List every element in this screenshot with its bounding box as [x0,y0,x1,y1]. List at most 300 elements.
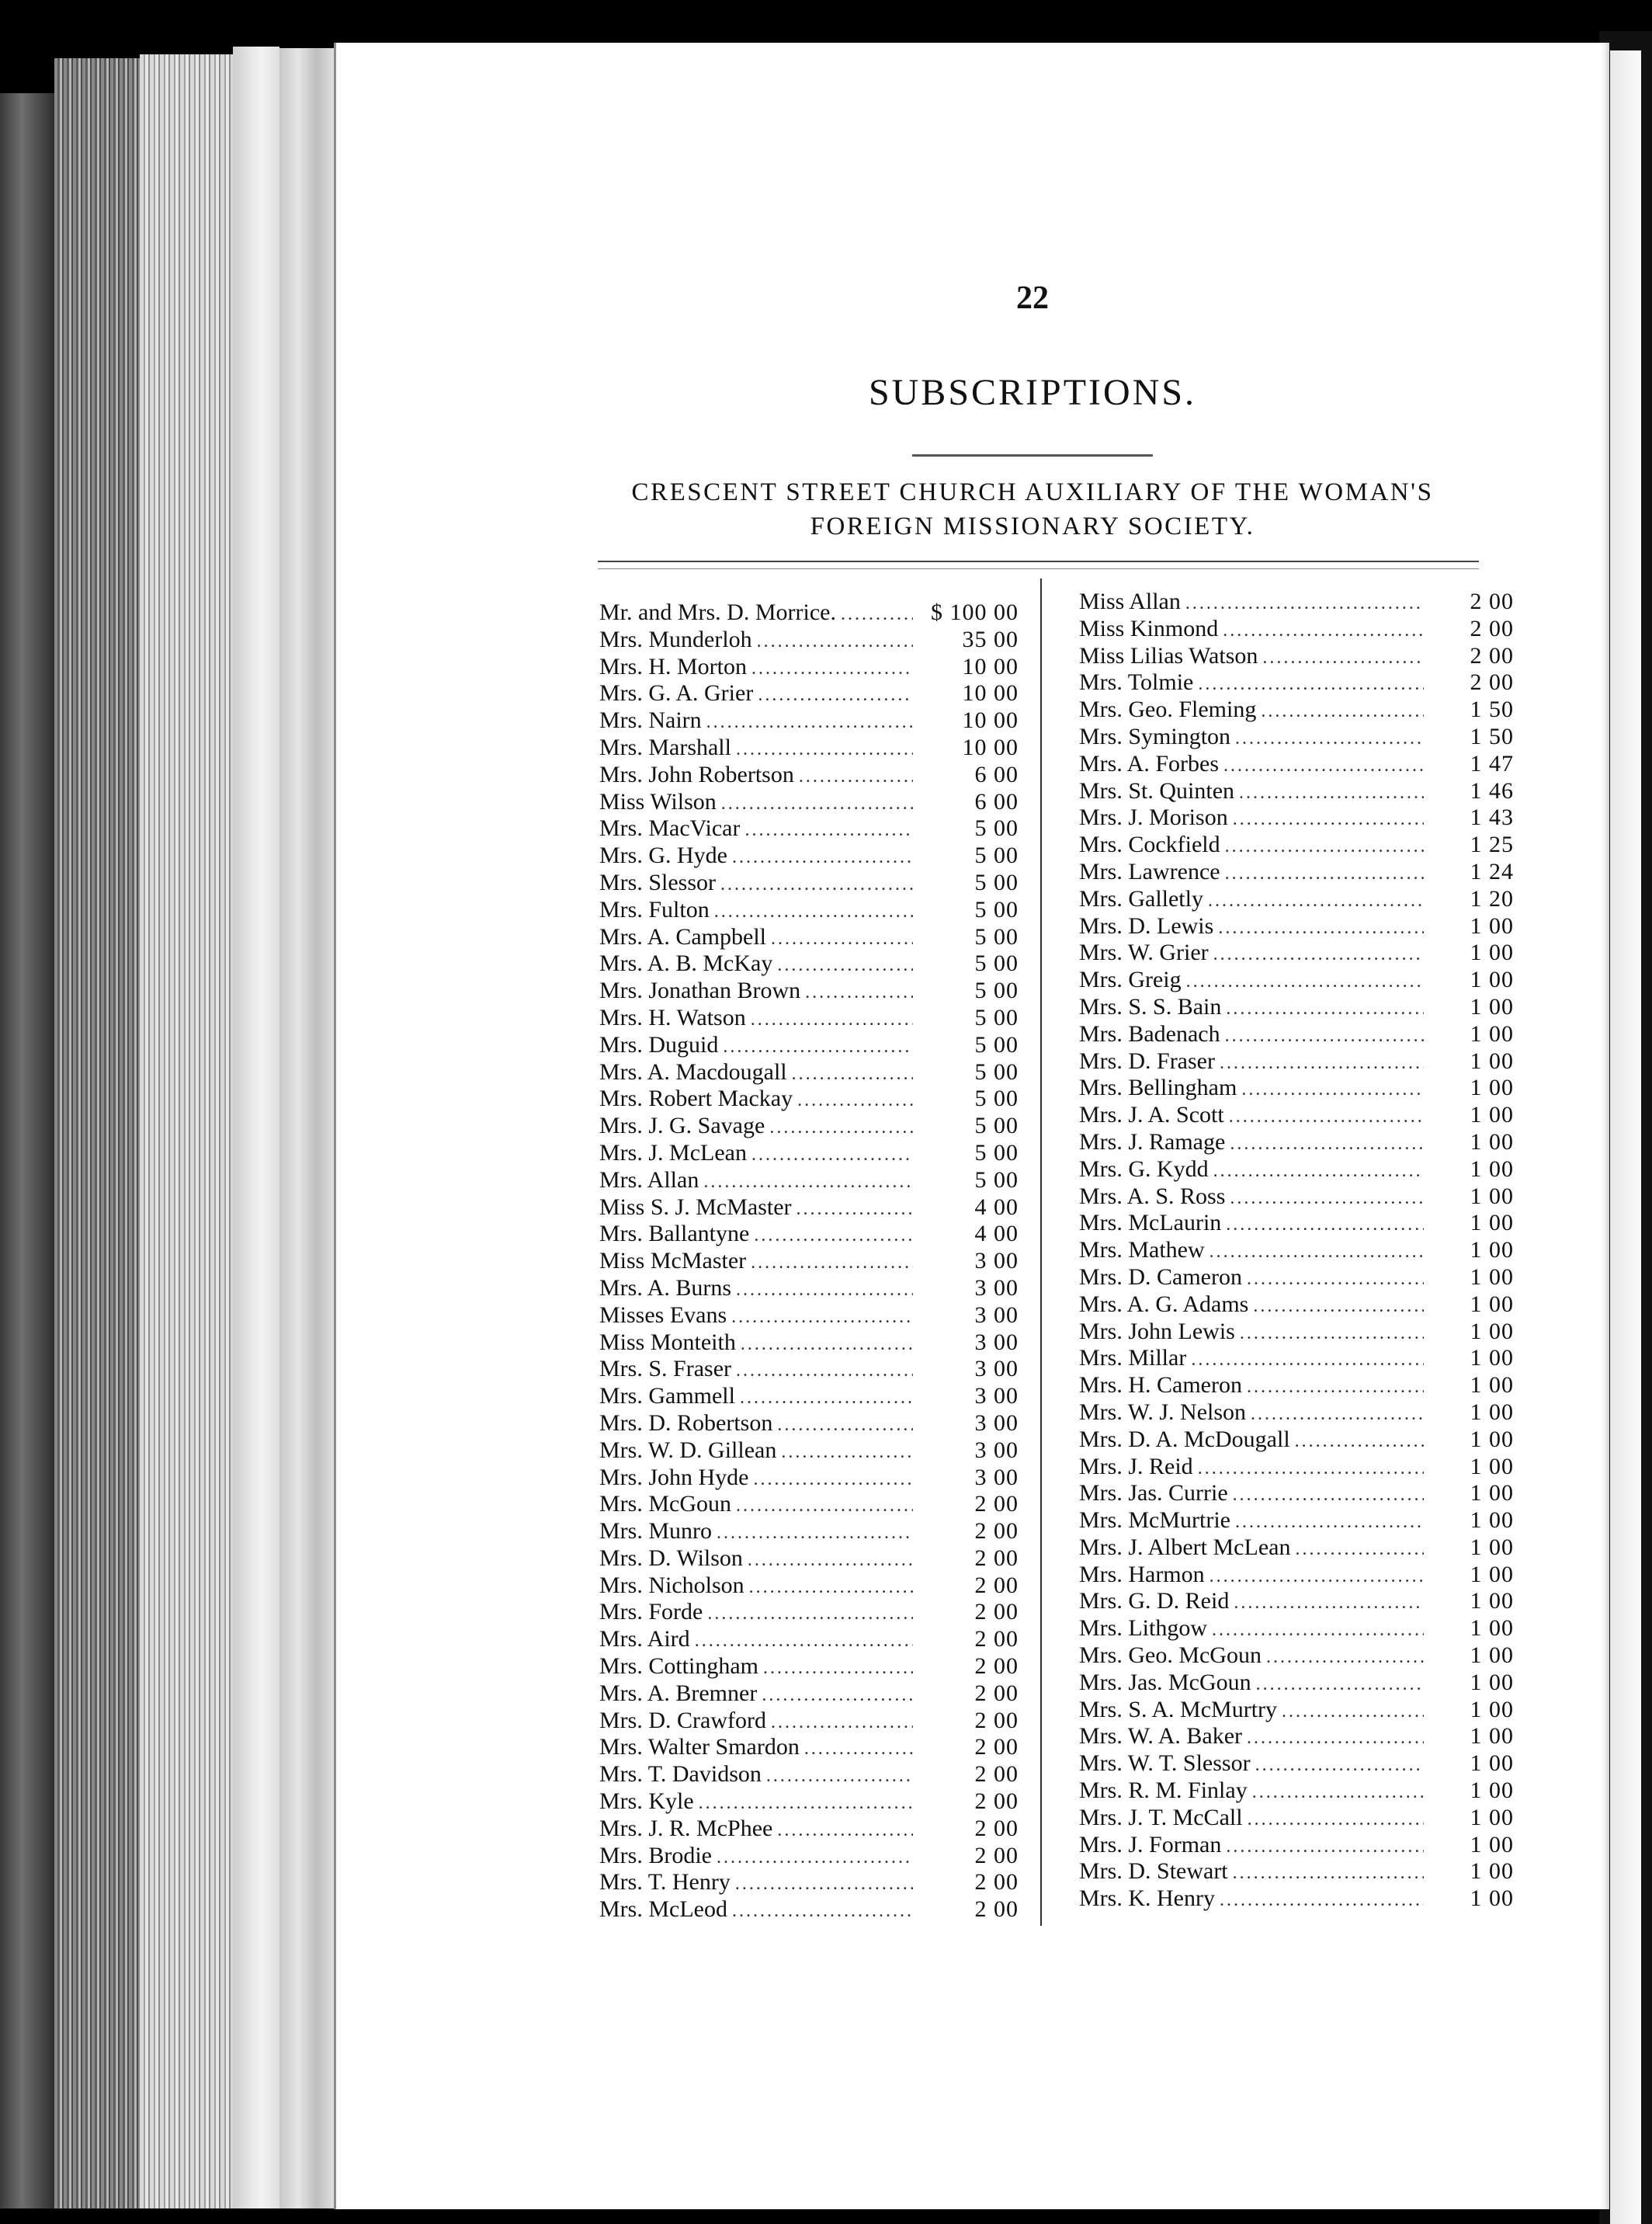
dot-leader [1262,645,1424,672]
subscriber-name: Mrs. D. Fraser [1079,1048,1215,1074]
subscriber-row [1079,1264,1514,1291]
subscription-amount: 5 00 [974,1113,1019,1139]
subscriber-name: Mr. and Mrs. D. Morrice. [599,599,836,625]
subscriber-row [1079,1723,1514,1750]
dot-leader [732,1898,913,1925]
subscription-amount: 2 00 [974,1734,1019,1760]
dot-leader [723,1034,913,1061]
subscriber-name: Mrs. Greig [1079,967,1182,993]
dot-leader [1230,1131,1424,1158]
subscription-amount: 2 00 [974,1707,1019,1733]
subscriber-row [1079,1697,1514,1724]
subscriber-name: Mrs. Brodie [599,1842,712,1868]
subscriber-row [599,627,1019,654]
subscription-amount: 4 00 [974,1221,1019,1247]
subscriber-name: Mrs. John Hyde [599,1464,749,1490]
subscriber-row [1079,1048,1514,1076]
subscription-amount: 1 00 [1470,1777,1514,1804]
subscriber-name: Miss Monteith [599,1329,736,1355]
subscriber-name: Mrs. G. D. Reid [1079,1588,1230,1614]
subscriber-name: Misses Evans [599,1301,727,1328]
subscriber-row [599,1086,1019,1113]
left-subscriber-list [599,599,1019,1923]
subscriber-row [1079,751,1514,778]
subscriber-name: Mrs. Jonathan Brown [599,978,801,1004]
subscriber-row [599,1410,1019,1437]
dot-leader [841,601,913,628]
subscriber-name: Mrs. D. Crawford [599,1707,766,1733]
heading-rule [912,454,1153,457]
subscriber-row [599,707,1019,735]
subscriber-name: Mrs. R. M. Finlay [1079,1777,1248,1804]
dot-leader [699,1790,913,1817]
dot-leader [736,1277,913,1304]
subscriber-name: Mrs. J. R. McPhee [599,1815,773,1841]
subscriber-name: Mrs. Marshall [599,734,731,760]
subscription-amount: 1 00 [1470,1155,1514,1182]
subscription-amount: 2 00 [974,1842,1019,1868]
subscription-amount: 3 00 [974,1409,1019,1436]
subscriber-row [1079,804,1514,832]
dot-leader [754,1466,914,1493]
subscription-amount: 4 00 [974,1194,1019,1220]
dot-leader [731,1304,913,1331]
subscription-amount: 1 00 [1470,1102,1514,1128]
subscriber-row [599,1869,1019,1896]
dot-leader [796,1196,913,1223]
subscription-amount: 3 00 [974,1248,1019,1274]
page-heading: SUBSCRIPTIONS. [868,372,1197,413]
dot-leader [763,1655,913,1682]
subscriber-name: Mrs. McGoun [599,1491,731,1517]
dot-leader [751,1006,913,1034]
dot-leader [751,1249,913,1277]
subscriber-name: Mrs. D. A. McDougall [1079,1426,1290,1452]
subscriber-row [599,1005,1019,1032]
subscriber-row [1079,669,1514,697]
subscription-amount: 10 00 [962,653,1019,679]
subscriber-row [1079,1129,1514,1156]
subscriber-row [599,1194,1019,1221]
subscriber-name: Mrs. Nairn [599,707,702,734]
dot-leader [771,926,913,953]
subscriber-name: Mrs. Duguid [599,1031,719,1058]
subscriber-name: Mrs. A. Forbes [1079,750,1220,777]
dot-leader [703,1169,913,1196]
subscriber-name: Mrs. Jas. McGoun [1079,1669,1251,1695]
subscription-amount: 1 00 [1470,1263,1514,1290]
subscriber-name: Mrs. Munro [599,1518,713,1545]
subscriber-row [599,1356,1019,1383]
subscriber-row [599,1465,1019,1492]
dot-leader [1256,1671,1424,1698]
subscriber-row [599,950,1019,978]
dot-leader [732,844,913,871]
subscription-amount: 5 00 [974,869,1019,895]
subscription-amount: 1 00 [1470,1588,1514,1614]
subscription-amount: 1 00 [1470,1858,1514,1885]
subscriber-row [599,1248,1019,1275]
dot-leader [1234,1590,1424,1617]
dot-leader [1233,806,1424,833]
subscriber-name: Mrs. A. Macdougall [599,1058,787,1085]
subscription-amount: 1 00 [1470,1507,1514,1534]
subscriber-row [599,1518,1019,1545]
subscription-amount: 1 00 [1470,940,1514,966]
subscriber-name: Mrs. S. Fraser [599,1356,731,1382]
subscriber-name: Mrs. J. Albert McLean [1079,1534,1291,1560]
dot-leader [1210,1239,1424,1266]
dot-leader [805,979,913,1006]
subscriber-name: Mrs. A. Burns [599,1274,732,1301]
subscription-amount: 1 00 [1470,1696,1514,1722]
society-title-line-1: CRESCENT STREET CHURCH AUXILIARY OF THE WOMAN'S [631,478,1434,506]
subscriber-row [1079,913,1514,940]
dot-leader [1252,1779,1424,1806]
dot-leader [736,1357,913,1385]
subscriber-name: Mrs. J. T. McCall [1079,1804,1243,1830]
subscriber-name: Mrs. MacVicar [599,815,741,842]
subscriber-row [599,1653,1019,1680]
subscriber-row [1079,724,1514,751]
society-title-line-2: FOREIGN MISSIONARY SOCIETY. [810,513,1255,540]
subscription-amount: 1 46 [1470,777,1514,804]
subscriber-row [1079,1858,1514,1885]
subscriber-row [1079,1777,1514,1805]
dot-leader [1220,1887,1424,1914]
subscription-amount: 2 00 [974,1518,1019,1545]
subscriber-name: Mrs. A. S. Ross [1079,1183,1226,1209]
subscriber-name: Mrs. D. Lewis [1079,912,1214,939]
dot-leader [720,871,913,898]
subscriber-name: Mrs. Jas. Currie [1079,1480,1228,1506]
subscriber-name: Mrs. Lawrence [1079,858,1220,884]
subscriber-row [599,1221,1019,1248]
subscription-amount: 2 00 [974,1653,1019,1680]
dot-leader [777,952,913,979]
subscriber-row [1079,1885,1514,1913]
subscriber-name: Mrs. G. A. Grier [599,680,754,707]
dot-leader [1212,1617,1424,1644]
dot-leader [1208,888,1424,915]
subscriber-row [1079,697,1514,724]
dot-leader [758,682,913,709]
subscription-amount: 1 00 [1470,967,1514,993]
dot-leader [1225,833,1424,860]
subscriber-name: Mrs. Badenach [1079,1020,1220,1047]
subscriber-row [599,1329,1019,1357]
column-divider [1040,579,1042,1926]
dot-leader [769,1114,913,1142]
dot-leader [1282,1698,1424,1725]
dot-leader [707,1600,913,1628]
dot-leader [754,1222,913,1249]
subscriber-row [1079,1156,1514,1183]
subscriber-name: Mrs. Cockfield [1079,832,1220,858]
subscriber-name: Mrs. Millar [1079,1345,1187,1371]
dot-leader [1225,1023,1424,1050]
subscriber-name: Mrs. Cottingham [599,1653,759,1680]
subscriber-name: Mrs. Mathew [1079,1237,1205,1263]
subscription-amount: 1 00 [1470,1453,1514,1479]
subscription-amount: 3 00 [974,1301,1019,1328]
subscription-amount: 5 00 [974,950,1019,977]
subscriber-row [1079,1480,1514,1507]
subscription-amount: 6 00 [974,761,1019,787]
subscriber-name: Mrs. Symington [1079,723,1231,749]
subscriber-name: Mrs. S. A. McMurtry [1079,1696,1278,1722]
subscriber-name: Mrs. D. Cameron [1079,1263,1242,1290]
subscriber-row [1079,1454,1514,1481]
subscription-amount: 5 00 [974,815,1019,842]
subscription-amount: 1 00 [1470,1831,1514,1857]
subscriber-name: Mrs. J. Reid [1079,1453,1193,1479]
subscriber-name: Miss S. J. McMaster [599,1194,792,1220]
dot-leader [777,1412,913,1439]
dot-leader [695,1628,913,1655]
subscriber-row [1079,1291,1514,1319]
subscriber-name: Mrs. John Lewis [1079,1318,1235,1344]
subscriber-name: Mrs. T. Henry [599,1869,731,1896]
dot-leader [748,1547,913,1574]
subscriber-name: Mrs. Geo. Fleming [1079,697,1257,723]
dot-leader [792,1061,913,1088]
subscriber-name: Mrs. H. Cameron [1079,1372,1242,1399]
subscription-amount: 2 00 [974,1626,1019,1652]
subscriber-row [599,1572,1019,1600]
subscription-amount: 3 00 [974,1464,1019,1490]
dot-leader [1218,915,1424,942]
dot-leader [797,1087,913,1114]
subscription-amount: 1 00 [1470,1183,1514,1209]
subscriber-name: Mrs. D. Stewart [1079,1858,1228,1885]
dot-leader [799,763,913,791]
subscriber-row [1079,994,1514,1021]
subscriber-row [1079,1399,1514,1426]
subscription-amount: 3 00 [974,1329,1019,1355]
dot-leader [1261,698,1424,725]
book-cover-edge [0,93,54,2208]
dot-leader [1213,1158,1424,1185]
subscription-amount: 5 00 [974,1086,1019,1112]
subscriber-name: Mrs. Nicholson [599,1572,744,1598]
subscription-amount: 1 00 [1470,1399,1514,1425]
dot-leader [777,1817,913,1844]
subscription-amount: 5 00 [974,1004,1019,1030]
subscription-amount: 2 00 [974,1599,1019,1625]
subscription-amount: 5 00 [974,978,1019,1004]
dot-leader [1255,1752,1424,1779]
subscriber-row [1079,1805,1514,1832]
subscription-amount: 1 50 [1470,697,1514,723]
dot-leader [1198,1455,1424,1482]
dot-leader [714,898,913,926]
subscriber-row [1079,1075,1514,1102]
dot-leader [1223,617,1424,645]
subscriber-row [599,843,1019,870]
subscriber-name: Mrs. Allan [599,1166,699,1193]
society-title [574,475,1491,544]
subscriber-name: Mrs. Kyle [599,1788,694,1815]
subscriber-name: Mrs. Forde [599,1599,703,1625]
subscriber-row [1079,940,1514,967]
dot-leader [781,1439,913,1466]
subscriber-row [599,1896,1019,1923]
subscription-amount: 5 00 [974,896,1019,923]
subscriber-row [599,1816,1019,1843]
subscriber-row [599,1734,1019,1761]
dot-leader [1241,1076,1424,1103]
dot-leader [706,709,913,736]
subscriber-row [599,1167,1019,1194]
subscription-amount: $ 100 00 [931,599,1019,625]
dot-leader [1226,1833,1424,1861]
subscription-amount: 1 00 [1470,1291,1514,1317]
subscriber-row [1079,616,1514,643]
subscriber-name: Mrs. Harmon [1079,1561,1205,1587]
subscriber-name: Miss Lilias Watson [1079,642,1258,669]
subscription-amount: 1 00 [1470,1345,1514,1371]
subscription-amount: 1 00 [1470,1128,1514,1155]
table-top-rule [598,568,1479,569]
subscriber-row [599,599,1019,627]
subscription-amount: 1 24 [1470,858,1514,884]
subscription-amount: 1 00 [1470,912,1514,939]
subscription-amount: 1 00 [1470,1372,1514,1399]
dot-leader [744,817,913,844]
subscriber-name: Mrs. W. Grier [1079,940,1209,966]
subscriber-name: Mrs. A. G. Adams [1079,1291,1249,1317]
page-stack-edge [233,47,279,2208]
subscription-amount: 1 00 [1470,993,1514,1020]
dot-leader [1210,1563,1424,1590]
subscription-amount: 1 00 [1470,1561,1514,1587]
dot-leader [1185,590,1424,617]
subscriber-name: Mrs. J. A. Scott [1079,1102,1224,1128]
subscription-amount: 1 00 [1470,1534,1514,1560]
subscriber-name: Mrs. J. Ramage [1079,1128,1226,1155]
subscriber-name: Mrs. H. Watson [599,1004,746,1030]
dot-leader [1226,1211,1424,1239]
dot-leader [740,1385,913,1412]
subscription-amount: 5 00 [974,1166,1019,1193]
subscriber-name: Mrs. Aird [599,1626,690,1652]
subscriber-row [599,735,1019,762]
subscriber-row [1079,1750,1514,1777]
dot-leader [1247,1725,1424,1752]
dot-leader [1191,1347,1424,1374]
subscriber-name: Mrs. Lithgow [1079,1615,1207,1642]
subscriber-name: Mrs. Ballantyne [599,1221,750,1247]
subscriber-row [599,1761,1019,1788]
page-stack-edge [140,54,233,2208]
subscriber-row [1079,886,1514,913]
subscriber-row [599,680,1019,707]
subscriber-name: Miss Kinmond [1079,615,1219,641]
dot-leader [1251,1401,1424,1428]
subscriber-name: Mrs. A. B. McKay [599,950,773,977]
subscription-amount: 1 20 [1470,885,1514,912]
subscription-amount: 1 00 [1470,1020,1514,1047]
subscriber-row [1079,1507,1514,1534]
subscriber-name: Mrs. W. D. Gillean [599,1437,777,1463]
subscription-amount: 2 00 [1470,589,1514,614]
dot-leader [1225,860,1424,888]
subscriber-name: Mrs. Galletly [1079,885,1203,912]
subscription-amount: 1 43 [1470,804,1514,831]
subscriber-row [599,1491,1019,1518]
subscriber-name: Mrs. Walter Smardon [599,1734,800,1760]
subscriber-row [599,654,1019,681]
dot-leader [1240,1320,1424,1347]
subscription-amount: 1 50 [1470,723,1514,749]
subscription-amount: 2 00 [974,1545,1019,1571]
subscriber-name: Mrs. S. S. Bain [1079,993,1222,1020]
subscription-amount: 1 00 [1470,1048,1514,1074]
subscriber-row [599,1140,1019,1167]
subscription-amount: 1 00 [1470,1804,1514,1830]
subscription-amount: 1 00 [1470,1642,1514,1669]
subscriber-name: Mrs. Slessor [599,869,717,895]
dot-leader [1253,1293,1424,1320]
subscriber-row [1079,1615,1514,1642]
subscription-amount: 1 00 [1470,1426,1514,1452]
subscriber-name: Mrs. Gammell [599,1383,735,1409]
subscriber-row [599,1680,1019,1708]
subscription-amount: 1 00 [1470,1723,1514,1750]
subscription-amount: 2 00 [1470,615,1514,641]
dot-leader [1230,1185,1424,1212]
dot-leader [717,1844,913,1871]
subscription-amount: 1 00 [1470,1210,1514,1236]
subscription-amount: 10 00 [962,734,1019,760]
subscriber-name: Mrs. J. Forman [1079,1831,1222,1857]
subscription-amount: 2 00 [1470,642,1514,669]
subscriber-name: Mrs. St. Quinten [1079,777,1235,804]
subscriber-name: Miss McMaster [599,1248,747,1274]
subscriber-row [1079,1021,1514,1048]
dot-leader [804,1736,913,1763]
subscriber-row [1079,1319,1514,1346]
subscriber-name: Mrs. A. Campbell [599,923,766,950]
subscriber-row [599,870,1019,897]
subscriber-row [599,1302,1019,1329]
dot-leader [1248,1806,1424,1833]
subscription-amount: 1 47 [1470,750,1514,777]
subscriber-row [1079,1588,1514,1615]
dot-leader [735,1871,913,1898]
dot-leader [736,1493,913,1520]
subscription-amount: 2 00 [974,1815,1019,1841]
subscriber-name: Mrs. McLaurin [1079,1210,1222,1236]
subscriber-row [599,1437,1019,1465]
subscriber-name: Mrs. H. Morton [599,653,748,679]
subscriber-row [1079,1426,1514,1454]
subscriber-name: Mrs. D. Robertson [599,1409,773,1436]
subscriber-name: Mrs. Robert Mackay [599,1086,793,1112]
dot-leader [1233,1860,1424,1887]
dot-leader [1213,941,1424,968]
dot-leader [1295,1428,1424,1455]
subscriber-name: Mrs. Bellingham [1079,1075,1237,1101]
subscription-amount: 1 00 [1470,1318,1514,1344]
subscriber-row [599,1545,1019,1572]
subscription-amount: 10 00 [962,707,1019,734]
subscriber-row [599,1626,1019,1653]
dot-leader [762,1682,913,1709]
subscriber-name: Mrs. Geo. McGoun [1079,1642,1262,1669]
subscriber-name: Mrs. K. Henry [1079,1885,1215,1912]
